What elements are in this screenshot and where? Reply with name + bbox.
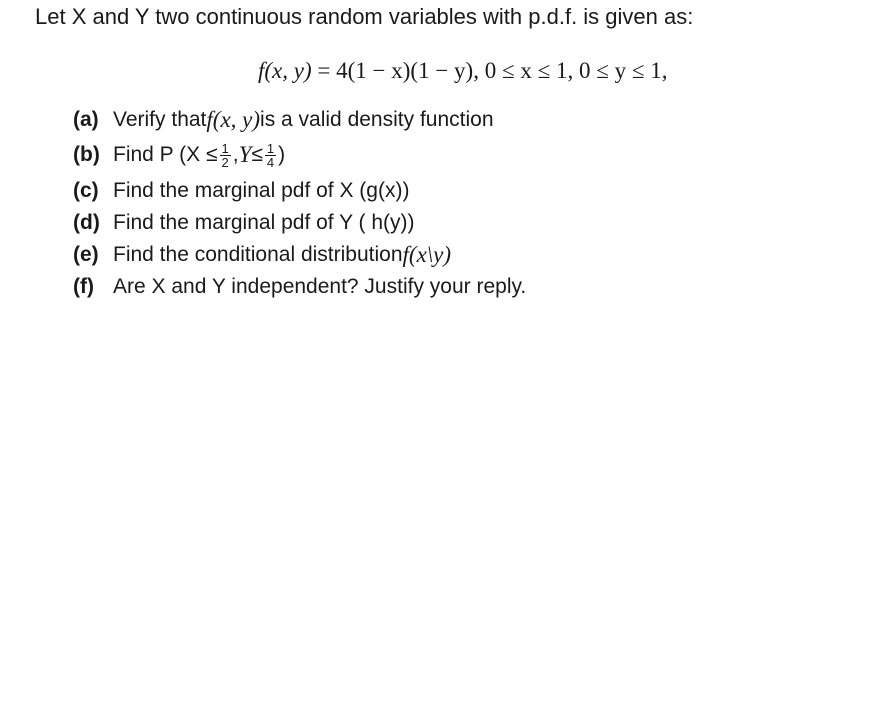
question-marker: (f)	[73, 275, 94, 298]
fraction-one-half	[220, 142, 231, 169]
question-list	[73, 103, 526, 303]
question-text: ,	[232, 143, 239, 166]
question-c	[73, 174, 526, 207]
question-text: Are X and Y independent? Justify your reply.	[113, 275, 527, 298]
question-text: Find the marginal pdf of X (g(x))	[113, 178, 410, 202]
question-text: ≤	[251, 143, 263, 166]
question-math: f(x, y)	[206, 106, 261, 132]
question-text: is a valid density function	[260, 107, 494, 131]
question-text: Find the conditional distribution	[113, 243, 403, 266]
question-b	[73, 136, 526, 174]
problem-intro: Let X and Y two continuous random variables with p.d.f. is given as:	[35, 4, 694, 29]
formula-equals: =	[311, 58, 337, 83]
fraction-denominator: 4	[266, 154, 275, 170]
question-marker: (a)	[73, 107, 99, 131]
question-e	[73, 239, 526, 271]
formula-function-name: f	[258, 58, 265, 83]
question-a	[73, 103, 526, 136]
question-text: Find P (X ≤	[113, 143, 218, 166]
question-marker: (c)	[73, 178, 99, 202]
fraction-denominator: 2	[221, 154, 229, 170]
density-formula	[258, 56, 667, 86]
fraction-one-quarter	[265, 142, 276, 169]
question-text: Verify that	[113, 107, 207, 131]
formula-args: (x, y)	[264, 58, 312, 83]
question-math: Y	[238, 142, 252, 167]
fraction-numerator: 1	[221, 140, 229, 156]
question-math: f(x\y)	[402, 242, 452, 267]
fraction-numerator: 1	[266, 140, 275, 156]
formula-rhs: 4(1 − x)(1 − y), 0 ≤ x ≤ 1, 0 ≤ y ≤ 1,	[336, 58, 668, 83]
question-marker: (d)	[73, 211, 100, 234]
question-text: )	[278, 143, 286, 166]
question-d	[73, 207, 526, 239]
question-text: Find the marginal pdf of Y ( h(y))	[113, 211, 415, 234]
question-f	[73, 271, 526, 303]
question-marker: (e)	[73, 243, 99, 266]
question-marker: (b)	[73, 143, 100, 166]
